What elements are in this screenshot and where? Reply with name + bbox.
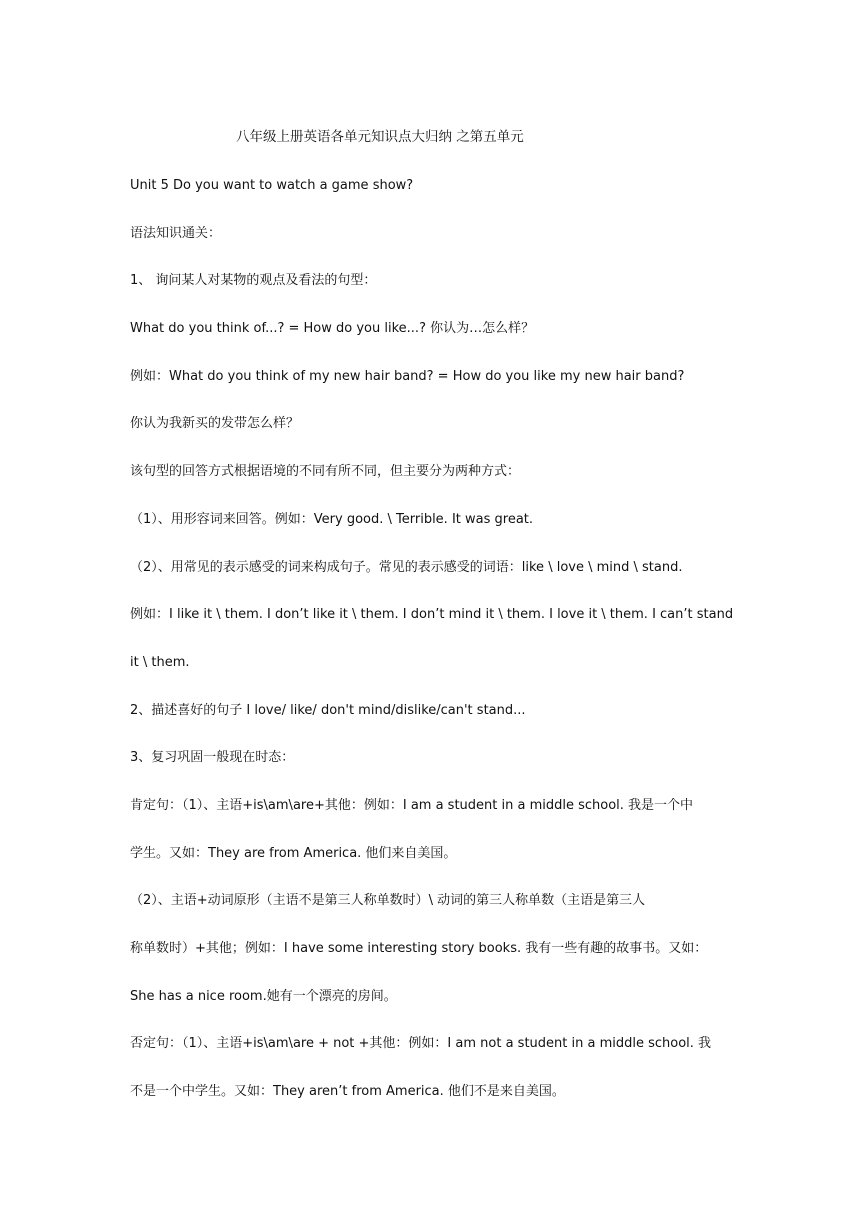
paragraph-line: 例如：I like it \ them. I don’t like it \ them. I don’t mind it \ them. I love it \ them. I can’t stand bbox=[130, 607, 734, 622]
paragraph-line: 不是一个中学生。又如：They aren’t from America. 他们不是来自美国。 bbox=[130, 1084, 565, 1099]
point-heading-3: 3、复习巩固一般现在时态： bbox=[130, 750, 295, 765]
paragraph-line: 例如：What do you think of my new hair band? = How do you like my new hair band? bbox=[130, 369, 685, 384]
paragraph-line: （1）、用形容词来回答。例如：Very good. \ Terrible. It was great. bbox=[130, 512, 534, 527]
paragraph-line: She has a nice room.她有一个漂亮的房间。 bbox=[130, 989, 397, 1004]
paragraph-line: it \ them. bbox=[130, 655, 190, 670]
paragraph-line: （2）、主语+动词原形（主语不是第三人称单数时）\ 动词的第三人称单数（主语是第三人 bbox=[130, 893, 646, 908]
document-title: 八年级上册英语各单元知识点大归纳 之第五单元 bbox=[236, 129, 524, 145]
paragraph-line: 否定句：（1）、主语+is\am\are + not +其他：例如：I am not a student in a middle school. 我 bbox=[130, 1036, 712, 1051]
paragraph-line: 称单数时）+其他；例如：I have some interesting story books. 我有一些有趣的故事书。又如： bbox=[130, 941, 708, 956]
section-heading: 语法知识通关： bbox=[130, 226, 222, 241]
paragraph-line: 肯定句：（1）、主语+is\am\are+其他：例如：I am a student in a middle school. 我是一个中 bbox=[130, 798, 694, 813]
paragraph-line: 学生。又如：They are from America. 他们来自美国。 bbox=[130, 846, 457, 861]
unit-heading: Unit 5 Do you want to watch a game show? bbox=[130, 178, 414, 193]
paragraph-line: （2）、用常见的表示感受的词来构成句子。常见的表示感受的词语：like \ love \ mind \ stand. bbox=[130, 560, 683, 575]
paragraph-line: What do you think of...? = How do you like...? 你认为…怎么样？ bbox=[130, 321, 535, 336]
paragraph-line: 该句型的回答方式根据语境的不同有所不同，但主要分为两种方式： bbox=[130, 464, 521, 479]
point-heading-1: 1、 询问某人对某物的观点及看法的句型： bbox=[130, 273, 377, 288]
point-heading-2: 2、描述喜好的句子 I love/ like/ don't mind/dislike/can't stand... bbox=[130, 703, 526, 718]
paragraph-line: 你认为我新买的发带怎么样？ bbox=[130, 416, 300, 431]
